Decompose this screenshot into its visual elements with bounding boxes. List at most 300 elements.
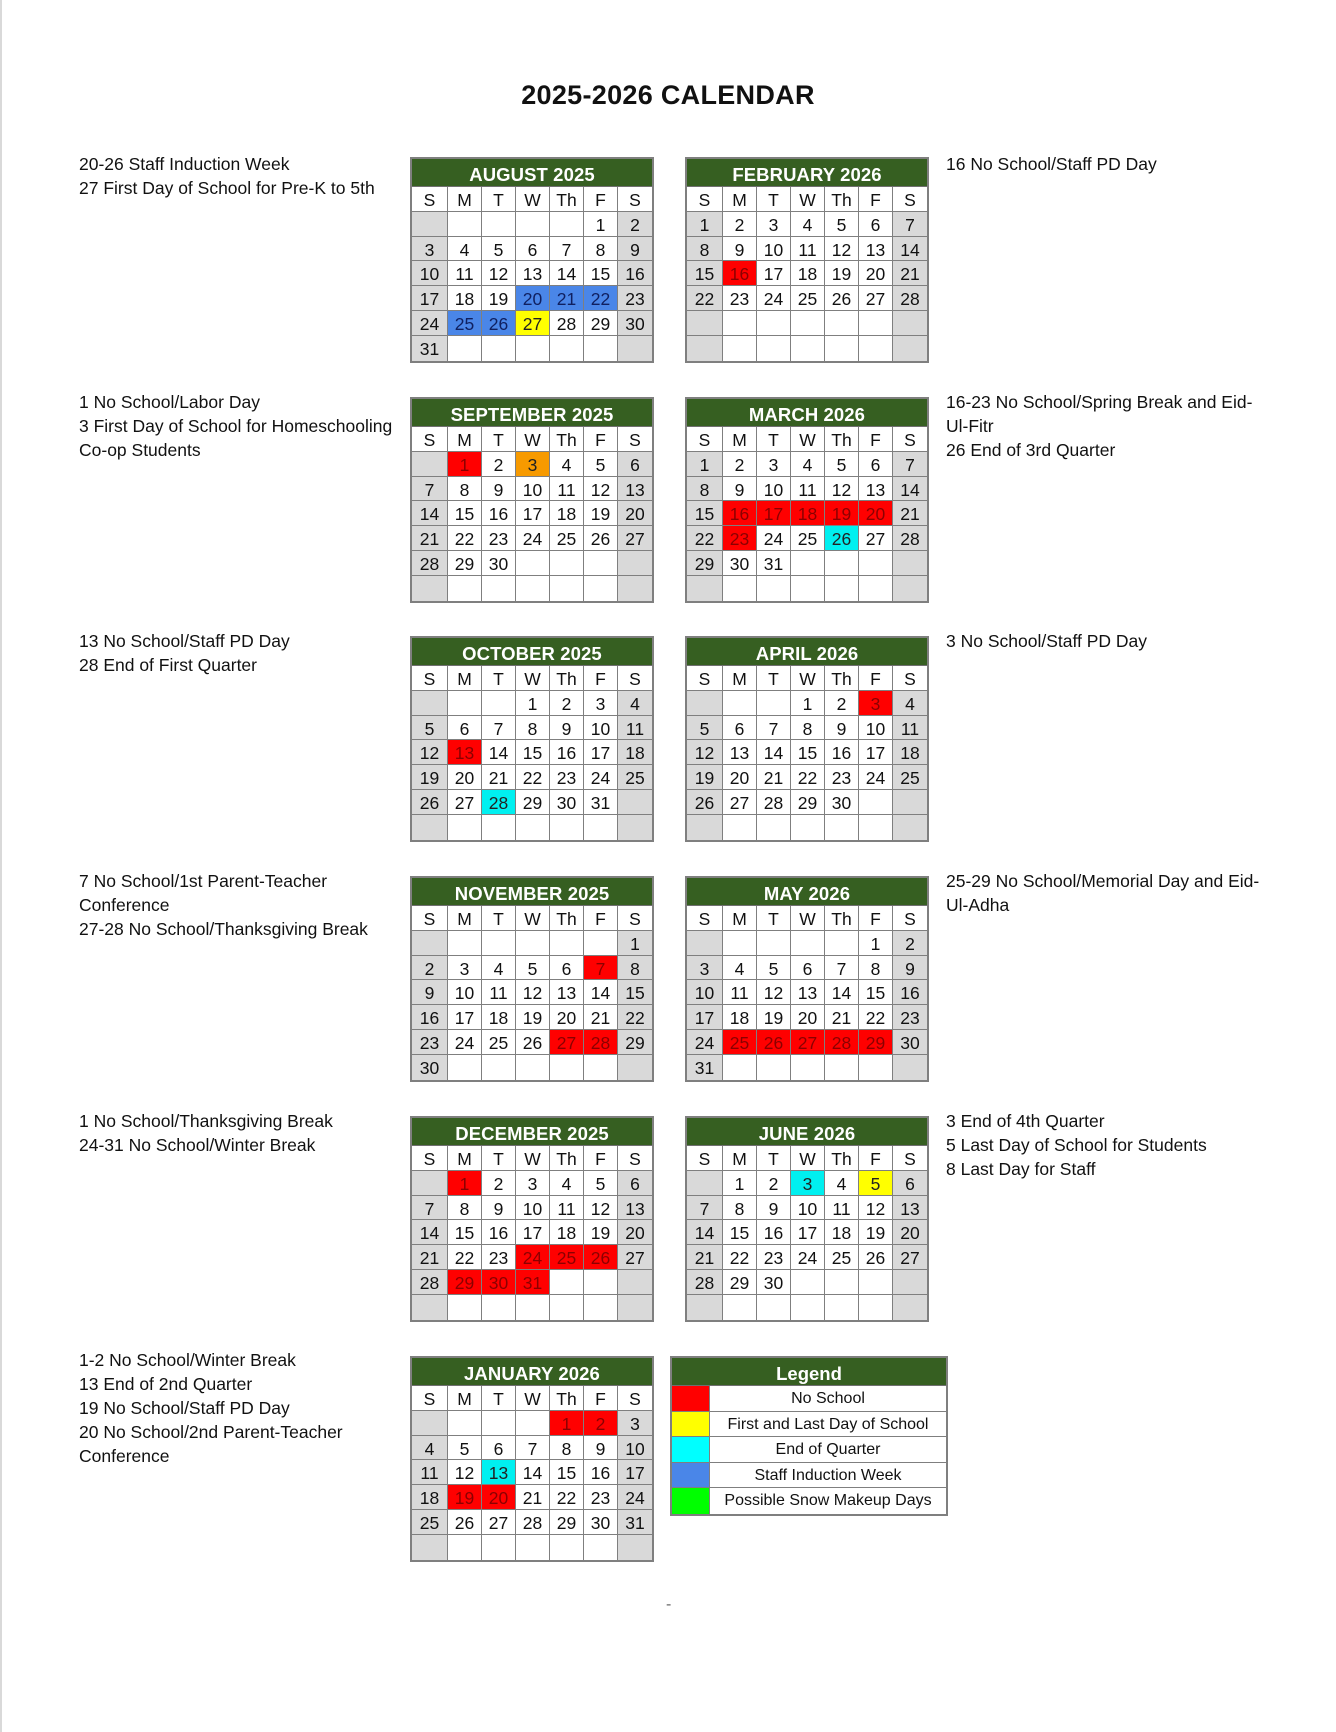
day-cell: 20 xyxy=(516,286,550,311)
day-cell: 15 xyxy=(687,501,723,526)
day-cell: 1 xyxy=(687,452,723,477)
empty-day-cell xyxy=(584,1295,618,1320)
day-cell: 10 xyxy=(618,1436,652,1461)
weekday-header: S xyxy=(618,1386,652,1411)
day-cell: 11 xyxy=(791,237,825,262)
calendar-april-2026 xyxy=(685,636,929,842)
empty-day-cell xyxy=(516,1055,550,1080)
day-cell: 6 xyxy=(448,716,482,741)
day-cell: 7 xyxy=(825,956,859,981)
footer-mark: - xyxy=(666,1596,672,1613)
weekday-header: F xyxy=(584,1386,618,1411)
day-cell: 25 xyxy=(482,1030,516,1055)
day-cell: 5 xyxy=(516,956,550,981)
day-cell: 1 xyxy=(859,931,893,956)
empty-day-cell xyxy=(687,931,723,956)
notes-april xyxy=(946,629,1266,653)
day-cell: 28 xyxy=(893,526,927,551)
day-cell: 28 xyxy=(893,286,927,311)
day-cell: 24 xyxy=(516,1245,550,1270)
day-cell: 25 xyxy=(791,286,825,311)
day-cell: 3 xyxy=(791,1171,825,1196)
day-cell: 17 xyxy=(516,1220,550,1245)
weekday-header: Th xyxy=(550,1386,584,1411)
empty-day-cell xyxy=(550,931,584,956)
day-cell: 29 xyxy=(516,790,550,815)
weekday-header: S xyxy=(687,187,723,212)
weekday-header: S xyxy=(687,427,723,452)
day-cell: 30 xyxy=(618,311,652,336)
day-cell: 22 xyxy=(687,286,723,311)
empty-day-cell xyxy=(723,336,757,361)
empty-day-cell xyxy=(550,1535,584,1560)
empty-day-cell xyxy=(687,815,723,840)
empty-day-cell xyxy=(859,576,893,601)
weekday-header: S xyxy=(412,666,448,691)
day-cell: 17 xyxy=(448,1005,482,1030)
legend-swatch xyxy=(672,1412,710,1437)
day-cell: 15 xyxy=(584,261,618,286)
legend-swatch xyxy=(672,1386,710,1411)
day-cell: 21 xyxy=(584,1005,618,1030)
day-cell: 24 xyxy=(618,1485,652,1510)
day-cell: 18 xyxy=(893,740,927,765)
day-cell: 15 xyxy=(516,740,550,765)
day-cell: 6 xyxy=(516,237,550,262)
day-cell: 14 xyxy=(893,237,927,262)
day-cell: 17 xyxy=(791,1220,825,1245)
month-title: APRIL 2026 xyxy=(687,638,927,666)
page-border xyxy=(0,0,2,1732)
weekday-header: F xyxy=(584,427,618,452)
day-cell: 20 xyxy=(448,765,482,790)
day-cell: 10 xyxy=(448,980,482,1005)
day-cell: 26 xyxy=(448,1510,482,1535)
day-cell: 15 xyxy=(859,980,893,1005)
empty-day-cell xyxy=(825,1055,859,1080)
day-cell: 26 xyxy=(412,790,448,815)
empty-day-cell xyxy=(859,1295,893,1320)
day-cell: 30 xyxy=(825,790,859,815)
month-title: NOVEMBER 2025 xyxy=(412,878,652,906)
legend-item xyxy=(672,1412,946,1438)
day-cell: 4 xyxy=(550,452,584,477)
day-cell: 29 xyxy=(550,1510,584,1535)
day-cell: 9 xyxy=(550,716,584,741)
weekday-header: Th xyxy=(825,666,859,691)
day-cell: 8 xyxy=(723,1196,757,1221)
day-cell: 3 xyxy=(859,691,893,716)
day-cell: 17 xyxy=(859,740,893,765)
day-cell: 10 xyxy=(859,716,893,741)
day-cell: 12 xyxy=(412,740,448,765)
day-cell: 25 xyxy=(550,1245,584,1270)
empty-day-cell xyxy=(618,790,652,815)
day-cell: 4 xyxy=(791,452,825,477)
day-cell: 28 xyxy=(412,1270,448,1295)
day-cell: 10 xyxy=(516,477,550,502)
day-cell: 16 xyxy=(757,1220,791,1245)
empty-day-cell xyxy=(584,1270,618,1295)
empty-day-cell xyxy=(723,576,757,601)
weekday-header: F xyxy=(859,666,893,691)
day-cell: 12 xyxy=(482,261,516,286)
empty-day-cell xyxy=(791,576,825,601)
empty-day-cell xyxy=(859,311,893,336)
note-line: 20 No School/2nd Parent-Teacher Conference xyxy=(79,1422,343,1466)
day-cell: 11 xyxy=(550,1196,584,1221)
day-cell: 25 xyxy=(893,765,927,790)
day-cell: 7 xyxy=(687,1196,723,1221)
legend-label: First and Last Day of School xyxy=(727,1415,929,1433)
day-cell: 25 xyxy=(618,765,652,790)
weekday-header: T xyxy=(482,1146,516,1171)
calendar-november-2025 xyxy=(410,876,654,1082)
empty-day-cell xyxy=(412,1295,448,1320)
empty-day-cell xyxy=(584,931,618,956)
day-cell: 4 xyxy=(723,956,757,981)
day-cell: 5 xyxy=(687,716,723,741)
day-cell: 17 xyxy=(584,740,618,765)
day-cell: 27 xyxy=(448,790,482,815)
day-cell: 28 xyxy=(757,790,791,815)
day-cell: 6 xyxy=(859,212,893,237)
day-cell: 22 xyxy=(618,1005,652,1030)
weekday-header: W xyxy=(791,666,825,691)
weekday-header: T xyxy=(482,1386,516,1411)
weekday-header: T xyxy=(757,427,791,452)
day-cell: 16 xyxy=(618,261,652,286)
day-cell: 5 xyxy=(825,452,859,477)
day-cell: 7 xyxy=(893,452,927,477)
empty-day-cell xyxy=(412,815,448,840)
day-cell: 21 xyxy=(757,765,791,790)
day-cell: 26 xyxy=(825,526,859,551)
calendar-may-2026 xyxy=(685,876,929,1082)
day-cell: 15 xyxy=(687,261,723,286)
day-cell: 12 xyxy=(859,1196,893,1221)
day-cell: 11 xyxy=(412,1460,448,1485)
note-line: 13 No School/Staff PD Day xyxy=(79,631,290,651)
day-cell: 16 xyxy=(893,980,927,1005)
empty-day-cell xyxy=(412,212,448,237)
day-cell: 9 xyxy=(757,1196,791,1221)
day-cell: 26 xyxy=(516,1030,550,1055)
day-cell: 23 xyxy=(723,526,757,551)
weekday-header: T xyxy=(757,906,791,931)
day-cell: 26 xyxy=(757,1030,791,1055)
note-line: 3 No School/Staff PD Day xyxy=(946,631,1148,651)
day-cell: 23 xyxy=(482,1245,516,1270)
day-cell: 31 xyxy=(687,1055,723,1080)
day-cell: 1 xyxy=(550,1411,584,1436)
day-cell: 31 xyxy=(412,336,448,361)
day-cell: 26 xyxy=(825,286,859,311)
day-cell: 26 xyxy=(687,790,723,815)
empty-day-cell xyxy=(893,790,927,815)
day-cell: 10 xyxy=(757,477,791,502)
day-cell: 8 xyxy=(448,477,482,502)
day-cell: 21 xyxy=(893,261,927,286)
day-cell: 16 xyxy=(723,501,757,526)
day-cell: 15 xyxy=(618,980,652,1005)
weekday-header: M xyxy=(448,1386,482,1411)
month-title: JUNE 2026 xyxy=(687,1118,927,1146)
day-cell: 15 xyxy=(791,740,825,765)
day-cell: 30 xyxy=(757,1270,791,1295)
legend-item xyxy=(672,1386,946,1412)
day-cell: 20 xyxy=(618,1220,652,1245)
day-cell: 1 xyxy=(516,691,550,716)
day-cell: 8 xyxy=(618,956,652,981)
day-cell: 12 xyxy=(516,980,550,1005)
day-cell: 5 xyxy=(757,956,791,981)
weekday-header: F xyxy=(584,906,618,931)
day-cell: 19 xyxy=(482,286,516,311)
weekday-header: Th xyxy=(550,666,584,691)
empty-day-cell xyxy=(825,1295,859,1320)
empty-day-cell xyxy=(584,551,618,576)
day-cell: 26 xyxy=(584,526,618,551)
day-cell: 14 xyxy=(412,501,448,526)
day-cell: 10 xyxy=(757,237,791,262)
empty-day-cell xyxy=(448,931,482,956)
day-cell: 16 xyxy=(723,261,757,286)
weekday-header: W xyxy=(516,666,550,691)
empty-day-cell xyxy=(723,815,757,840)
month-title: JANUARY 2026 xyxy=(412,1358,652,1386)
empty-day-cell xyxy=(825,576,859,601)
empty-day-cell xyxy=(825,311,859,336)
day-cell: 10 xyxy=(791,1196,825,1221)
day-cell: 23 xyxy=(723,286,757,311)
day-cell: 9 xyxy=(893,956,927,981)
day-cell: 18 xyxy=(550,1220,584,1245)
empty-day-cell xyxy=(893,1055,927,1080)
weekday-header: W xyxy=(791,427,825,452)
day-cell: 31 xyxy=(757,551,791,576)
day-cell: 16 xyxy=(482,1220,516,1245)
weekday-header: W xyxy=(516,187,550,212)
day-cell: 11 xyxy=(448,261,482,286)
day-cell: 8 xyxy=(516,716,550,741)
legend-title: Legend xyxy=(672,1358,946,1386)
day-cell: 28 xyxy=(584,1030,618,1055)
weekday-header: T xyxy=(482,666,516,691)
day-cell: 29 xyxy=(618,1030,652,1055)
day-cell: 19 xyxy=(687,765,723,790)
day-cell: 5 xyxy=(412,716,448,741)
day-cell: 1 xyxy=(618,931,652,956)
day-cell: 22 xyxy=(859,1005,893,1030)
day-cell: 6 xyxy=(550,956,584,981)
empty-day-cell xyxy=(893,815,927,840)
day-cell: 24 xyxy=(448,1030,482,1055)
day-cell: 6 xyxy=(618,1171,652,1196)
day-cell: 11 xyxy=(791,477,825,502)
empty-day-cell xyxy=(791,1270,825,1295)
note-line: 8 Last Day for Staff xyxy=(946,1159,1096,1179)
day-cell: 5 xyxy=(482,237,516,262)
day-cell: 30 xyxy=(482,1270,516,1295)
weekday-header: F xyxy=(859,187,893,212)
empty-day-cell xyxy=(550,551,584,576)
empty-day-cell xyxy=(757,815,791,840)
day-cell: 3 xyxy=(516,452,550,477)
weekday-header: S xyxy=(412,1386,448,1411)
empty-day-cell xyxy=(757,931,791,956)
day-cell: 12 xyxy=(825,477,859,502)
day-cell: 20 xyxy=(618,501,652,526)
day-cell: 17 xyxy=(757,501,791,526)
day-cell: 14 xyxy=(412,1220,448,1245)
weekday-header: M xyxy=(723,427,757,452)
day-cell: 19 xyxy=(825,261,859,286)
day-cell: 24 xyxy=(757,286,791,311)
legend-item xyxy=(672,1463,946,1489)
day-cell: 15 xyxy=(723,1220,757,1245)
month-title: MAY 2026 xyxy=(687,878,927,906)
day-cell: 31 xyxy=(584,790,618,815)
day-cell: 23 xyxy=(825,765,859,790)
day-cell: 22 xyxy=(687,526,723,551)
day-cell: 8 xyxy=(687,477,723,502)
weekday-header: Th xyxy=(825,427,859,452)
day-cell: 10 xyxy=(584,716,618,741)
empty-day-cell xyxy=(859,1055,893,1080)
weekday-header: Th xyxy=(825,906,859,931)
weekday-header: T xyxy=(482,187,516,212)
day-cell: 2 xyxy=(550,691,584,716)
day-cell: 14 xyxy=(825,980,859,1005)
day-cell: 18 xyxy=(723,1005,757,1030)
day-cell: 29 xyxy=(859,1030,893,1055)
note-line: 26 End of 3rd Quarter xyxy=(946,440,1116,460)
empty-day-cell xyxy=(412,576,448,601)
day-cell: 3 xyxy=(448,956,482,981)
weekday-header: M xyxy=(448,666,482,691)
day-cell: 18 xyxy=(618,740,652,765)
note-line: 16 No School/Staff PD Day xyxy=(946,154,1157,174)
empty-day-cell xyxy=(448,336,482,361)
day-cell: 21 xyxy=(687,1245,723,1270)
day-cell: 25 xyxy=(825,1245,859,1270)
day-cell: 4 xyxy=(893,691,927,716)
day-cell: 15 xyxy=(448,501,482,526)
note-line: 1 No School/Labor Day xyxy=(79,392,260,412)
day-cell: 1 xyxy=(687,212,723,237)
weekday-header: M xyxy=(723,1146,757,1171)
weekday-header: M xyxy=(723,906,757,931)
empty-day-cell xyxy=(482,931,516,956)
empty-day-cell xyxy=(825,815,859,840)
day-cell: 22 xyxy=(448,526,482,551)
weekday-header: T xyxy=(482,906,516,931)
day-cell: 6 xyxy=(893,1171,927,1196)
day-cell: 18 xyxy=(791,501,825,526)
weekday-header: S xyxy=(618,1146,652,1171)
empty-day-cell xyxy=(687,311,723,336)
weekday-header: W xyxy=(791,187,825,212)
note-line: 28 End of First Quarter xyxy=(79,655,257,675)
day-cell: 15 xyxy=(448,1220,482,1245)
day-cell: 9 xyxy=(618,237,652,262)
day-cell: 2 xyxy=(584,1411,618,1436)
day-cell: 23 xyxy=(482,526,516,551)
weekday-header: M xyxy=(448,427,482,452)
day-cell: 21 xyxy=(516,1485,550,1510)
notes-october xyxy=(79,629,399,677)
empty-day-cell xyxy=(757,576,791,601)
legend-swatch xyxy=(672,1488,710,1514)
empty-day-cell xyxy=(516,576,550,601)
day-cell: 15 xyxy=(550,1460,584,1485)
empty-day-cell xyxy=(516,1535,550,1560)
weekday-header: S xyxy=(412,187,448,212)
day-cell: 13 xyxy=(723,740,757,765)
day-cell: 22 xyxy=(448,1245,482,1270)
empty-day-cell xyxy=(723,311,757,336)
day-cell: 13 xyxy=(448,740,482,765)
day-cell: 19 xyxy=(448,1485,482,1510)
day-cell: 9 xyxy=(412,980,448,1005)
day-cell: 17 xyxy=(618,1460,652,1485)
day-cell: 24 xyxy=(687,1030,723,1055)
note-line: 20-26 Staff Induction Week xyxy=(79,154,290,174)
empty-day-cell xyxy=(448,576,482,601)
day-cell: 20 xyxy=(859,261,893,286)
weekday-header: W xyxy=(516,427,550,452)
weekday-header: S xyxy=(412,1146,448,1171)
empty-day-cell xyxy=(516,212,550,237)
notes-november xyxy=(79,869,399,941)
day-cell: 5 xyxy=(825,212,859,237)
note-line: 27-28 No School/Thanksgiving Break xyxy=(79,919,368,939)
day-cell: 27 xyxy=(859,526,893,551)
day-cell: 20 xyxy=(893,1220,927,1245)
day-cell: 1 xyxy=(448,1171,482,1196)
day-cell: 21 xyxy=(412,1245,448,1270)
weekday-header: M xyxy=(723,666,757,691)
empty-day-cell xyxy=(825,551,859,576)
empty-day-cell xyxy=(550,1055,584,1080)
day-cell: 8 xyxy=(859,956,893,981)
calendar-december-2025 xyxy=(410,1116,654,1322)
empty-day-cell xyxy=(448,1055,482,1080)
empty-day-cell xyxy=(757,1055,791,1080)
day-cell: 16 xyxy=(482,501,516,526)
empty-day-cell xyxy=(825,1270,859,1295)
day-cell: 21 xyxy=(893,501,927,526)
weekday-header: M xyxy=(723,187,757,212)
day-cell: 7 xyxy=(893,212,927,237)
empty-day-cell xyxy=(893,551,927,576)
day-cell: 27 xyxy=(859,286,893,311)
day-cell: 27 xyxy=(550,1030,584,1055)
day-cell: 3 xyxy=(412,237,448,262)
day-cell: 1 xyxy=(584,212,618,237)
day-cell: 6 xyxy=(723,716,757,741)
empty-day-cell xyxy=(893,336,927,361)
day-cell: 13 xyxy=(618,477,652,502)
weekday-header: S xyxy=(618,906,652,931)
day-cell: 18 xyxy=(412,1485,448,1510)
weekday-header: S xyxy=(893,427,927,452)
day-cell: 2 xyxy=(618,212,652,237)
day-cell: 25 xyxy=(791,526,825,551)
day-cell: 20 xyxy=(482,1485,516,1510)
empty-day-cell xyxy=(412,691,448,716)
